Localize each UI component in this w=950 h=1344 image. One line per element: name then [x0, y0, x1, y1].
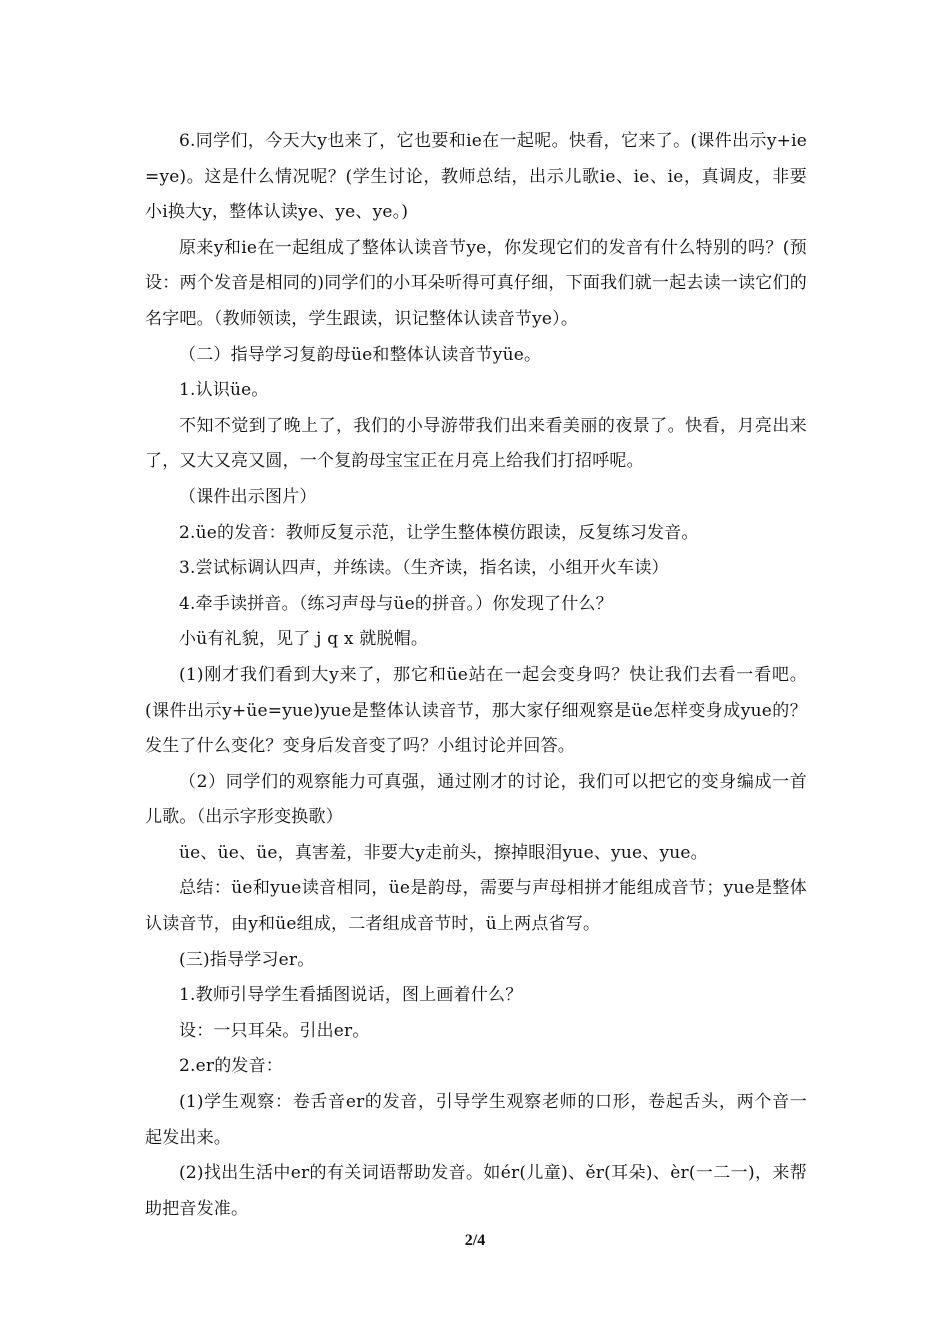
paragraph: 原来y和ie在一起组成了整体认读音节ye，你发现它们的发音有什么特别的吗？(预设：两个发音是相同的)同学们的小耳朵听得可真仔细，下面我们就一起去读一读它们的名字吧。（教师领读，学生跟读，识记整体认读音节ye）。 [145, 237, 807, 329]
section-heading: (三)指导学习er。 [179, 949, 315, 970]
paragraph: 总结：üe和yue读音相同，üe是韵母，需要与声母相拼才能组成音节；yue是整体认读音节，由y和üe组成，二者组成音节时，ü上两点省写。 [145, 878, 807, 935]
paragraph: üe、üe、üe，真害羞，非要大y走前头，擦掉眼泪yue、yue、yue。 [179, 842, 708, 863]
paragraph: （课件出示图片） [179, 486, 317, 507]
paragraph: 6.同学们，今天大y也来了，它也要和ie在一起呢。快看，它来了。(课件出示y+ie=ye)。这是什么情况呢？(学生讨论，教师总结，出示儿歌ie、ie、ie，真调皮，非要小i换大y，整体认读ye、ye、ye。) [145, 131, 807, 223]
paragraph: (2)找出生活中er的有关词语帮助发音。如ér(儿童)、ěr(耳朵)、èr(一二一)，来帮助把音发准。 [145, 1163, 807, 1219]
paragraph: 1.教师引导学生看插图说话，图上画着什么？ [179, 985, 523, 1006]
paragraph: (1)刚才我们看到大y来了，那它和üe站在一起会变身吗？快让我们去看一看吧。(课件出示y+üe=yue)yue是整体认读音节，那大家仔细观察是üe怎样变身成yue的？发生了什么变化？变身后发音变了吗？小组讨论并回答。 [145, 664, 807, 757]
paragraph: 2.üe的发音：教师反复示范，让学生整体模仿跟读，反复练习发音。 [179, 522, 699, 543]
paragraph: 4.牵手读拼音。（练习声母与üe的拼音。）你发现了什么？ [179, 593, 613, 614]
page-number: 2/4 [464, 1232, 486, 1249]
paragraph: 3.尝试标调认四声，并练读。（生齐读，指名读，小组开火车读） [179, 558, 669, 579]
paragraph: 小ü有礼貌，见了 j q x 就脱帽。 [179, 629, 429, 650]
section-heading: （二）指导学习复韵母üe和整体认读音节yüe。 [179, 344, 542, 365]
document-body [145, 124, 807, 1227]
paragraph: 不知不觉到了晚上了，我们的小导游带我们出来看美丽的夜景了。快看，月亮出来了，又大又亮又圆，一个复韵母宝宝正在月亮上给我们打招呼呢。 [145, 415, 807, 472]
paragraph: 设：一只耳朵。引出er。 [179, 1020, 370, 1041]
paragraph: 1.认识üe。 [179, 380, 269, 401]
paragraph: 2.er的发音： [179, 1056, 284, 1077]
paragraph: （2）同学们的观察能力可真强，通过刚才的讨论，我们可以把它的变身编成一首儿歌。（出示字形变换歌） [145, 771, 807, 828]
paragraph: (1)学生观察：卷舌音er的发音，引导学生观察老师的口形，卷起舌头，两个音一起发出来。 [145, 1092, 807, 1148]
